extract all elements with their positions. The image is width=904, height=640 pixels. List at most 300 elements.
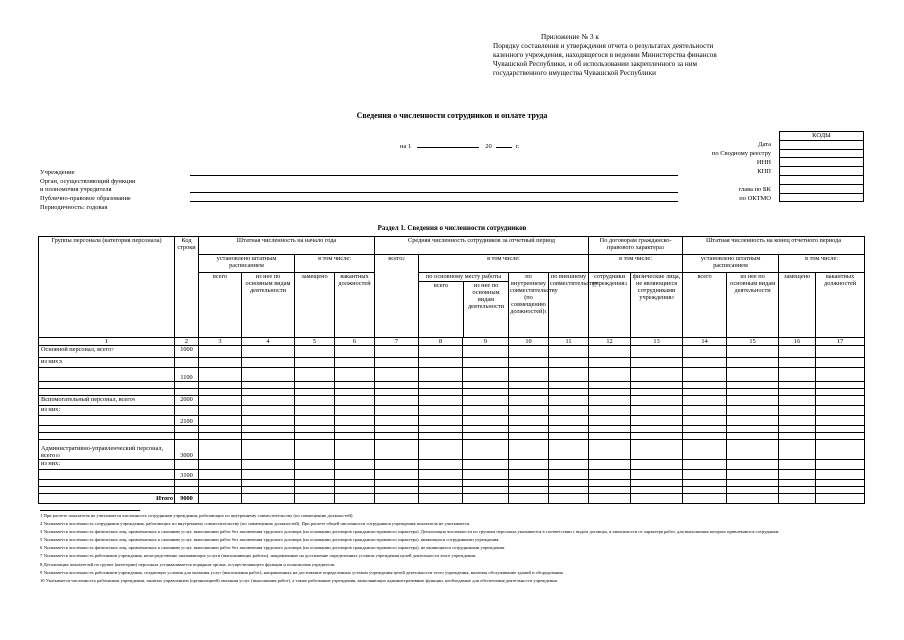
row-label <box>39 487 175 494</box>
value-cell[interactable] <box>375 396 419 406</box>
value-cell[interactable] <box>335 416 375 426</box>
value-cell[interactable] <box>375 382 419 389</box>
value-cell[interactable] <box>549 389 589 396</box>
value-cell[interactable] <box>199 406 242 416</box>
table-row <box>39 460 865 470</box>
value-cell[interactable] <box>242 346 295 358</box>
value-cell[interactable] <box>463 487 509 494</box>
value-cell[interactable] <box>631 494 683 504</box>
value-cell[interactable] <box>589 433 631 440</box>
value-cell[interactable] <box>419 396 463 406</box>
column-number: 1 <box>39 338 175 346</box>
footnote: 3 Указывается численность физических лиц, привлекаемых к оказанию услуг, выполнению работ без заключения трудового договора (на основании договоров гражданско-правового характера). Детализация численности по группам персонала указывается в соответствии с видом договора, в зависимости от характера работ, для выполнения которых привлекаются сотрудники. <box>40 529 780 535</box>
value-cell[interactable] <box>589 406 631 416</box>
value-cell[interactable] <box>589 396 631 406</box>
value-cell[interactable] <box>463 382 509 389</box>
value-cell[interactable] <box>589 358 631 368</box>
code-cell-oktmo[interactable] <box>780 193 864 202</box>
value-cell[interactable] <box>295 440 335 460</box>
value-cell[interactable] <box>816 433 865 440</box>
value-cell[interactable] <box>683 470 727 480</box>
value-cell[interactable] <box>631 382 683 389</box>
value-cell[interactable] <box>549 480 589 487</box>
value-cell[interactable] <box>419 460 463 470</box>
value-cell[interactable] <box>242 433 295 440</box>
value-cell[interactable] <box>463 396 509 406</box>
value-cell[interactable] <box>295 389 335 396</box>
value-cell[interactable] <box>589 440 631 460</box>
value-cell[interactable] <box>683 416 727 426</box>
value-cell[interactable] <box>463 406 509 416</box>
value-cell[interactable] <box>335 470 375 480</box>
value-cell[interactable] <box>816 368 865 382</box>
value-cell[interactable] <box>295 470 335 480</box>
value-cell[interactable] <box>816 358 865 368</box>
value-cell[interactable] <box>779 440 816 460</box>
value-cell[interactable] <box>242 440 295 460</box>
institution-line[interactable] <box>190 175 678 176</box>
value-cell[interactable] <box>242 460 295 470</box>
value-cell[interactable] <box>631 480 683 487</box>
header-end-filled: замещено <box>779 273 816 338</box>
value-cell[interactable] <box>631 487 683 494</box>
value-cell[interactable] <box>683 346 727 358</box>
value-cell[interactable] <box>589 460 631 470</box>
row-code <box>175 460 199 470</box>
value-cell[interactable] <box>335 460 375 470</box>
value-cell[interactable] <box>295 396 335 406</box>
value-cell[interactable] <box>727 406 779 416</box>
value-cell[interactable] <box>295 460 335 470</box>
value-cell[interactable] <box>375 487 419 494</box>
value-cell[interactable] <box>375 433 419 440</box>
value-cell[interactable] <box>589 480 631 487</box>
value-cell[interactable] <box>242 480 295 487</box>
value-cell[interactable] <box>199 433 242 440</box>
value-cell[interactable] <box>419 382 463 389</box>
value-cell[interactable] <box>419 487 463 494</box>
date-blank[interactable] <box>417 141 479 148</box>
value-cell[interactable] <box>779 460 816 470</box>
column-number: 7 <box>375 338 419 346</box>
value-cell[interactable] <box>295 382 335 389</box>
value-cell[interactable] <box>727 368 779 382</box>
value-cell[interactable] <box>375 416 419 426</box>
value-cell[interactable] <box>375 480 419 487</box>
value-cell[interactable] <box>242 494 295 504</box>
value-cell[interactable] <box>419 406 463 416</box>
value-cell[interactable] <box>816 494 865 504</box>
value-cell[interactable] <box>335 358 375 368</box>
value-cell[interactable] <box>463 460 509 470</box>
value-cell[interactable] <box>242 382 295 389</box>
value-cell[interactable] <box>549 358 589 368</box>
value-cell[interactable] <box>549 368 589 382</box>
codes-header: КОДЫ <box>780 132 864 141</box>
value-cell[interactable] <box>816 416 865 426</box>
value-cell[interactable] <box>295 480 335 487</box>
value-cell[interactable] <box>242 389 295 396</box>
value-cell[interactable] <box>199 358 242 368</box>
organ-line[interactable] <box>190 192 678 193</box>
value-cell[interactable] <box>463 494 509 504</box>
value-cell[interactable] <box>589 368 631 382</box>
value-cell[interactable] <box>683 368 727 382</box>
value-cell[interactable] <box>779 480 816 487</box>
value-cell[interactable] <box>549 346 589 358</box>
header-main-place: по основному месту работы <box>419 273 508 282</box>
value-cell[interactable] <box>375 494 419 504</box>
value-cell[interactable] <box>375 368 419 382</box>
table-row <box>39 494 865 504</box>
value-cell[interactable] <box>463 480 509 487</box>
value-cell[interactable] <box>779 396 816 406</box>
value-cell[interactable] <box>549 406 589 416</box>
value-cell[interactable] <box>683 396 727 406</box>
value-cell[interactable] <box>631 346 683 358</box>
value-cell[interactable] <box>549 494 589 504</box>
footnote: 6 Указывается численность физических лиц, привлекаемых к оказанию услуг, выполнению работ без заключения трудового договора (на основании договоров гражданско-правового характера), не являющихся сотрудниками учреждения. <box>40 545 506 551</box>
value-cell[interactable] <box>375 426 419 433</box>
value-cell[interactable] <box>683 358 727 368</box>
code-cell-bk[interactable] <box>780 184 864 193</box>
footnote: 5 Указывается численность физических лиц, привлекаемых к оказанию услуг, выполнению работ без заключения трудового договора (на основании договоров гражданско-правового характера), являющихся сотрудниками учреждения. <box>40 537 500 543</box>
table-row <box>39 406 865 416</box>
value-cell[interactable] <box>631 389 683 396</box>
value-cell[interactable] <box>335 382 375 389</box>
value-cell[interactable] <box>242 358 295 368</box>
value-cell[interactable] <box>683 433 727 440</box>
value-cell[interactable] <box>335 494 375 504</box>
row-label <box>39 346 175 358</box>
row-code: 2100 <box>175 416 199 426</box>
value-cell[interactable] <box>727 358 779 368</box>
value-cell[interactable] <box>727 396 779 406</box>
value-cell[interactable] <box>816 382 865 389</box>
value-cell[interactable] <box>727 389 779 396</box>
value-cell[interactable] <box>727 440 779 460</box>
value-cell[interactable] <box>727 470 779 480</box>
value-cell[interactable] <box>727 480 779 487</box>
value-cell[interactable] <box>242 406 295 416</box>
value-cell[interactable] <box>816 487 865 494</box>
value-cell[interactable] <box>509 396 549 406</box>
value-cell[interactable] <box>549 433 589 440</box>
value-cell[interactable] <box>779 426 816 433</box>
value-cell[interactable] <box>779 487 816 494</box>
value-cell[interactable] <box>242 368 295 382</box>
value-cell[interactable] <box>199 396 242 406</box>
value-cell[interactable] <box>509 440 549 460</box>
value-cell[interactable] <box>509 389 549 396</box>
row-label <box>39 433 175 440</box>
code-label-bk: глава по БК <box>738 186 771 193</box>
value-cell[interactable] <box>509 358 549 368</box>
value-cell[interactable] <box>242 426 295 433</box>
value-cell[interactable] <box>683 389 727 396</box>
value-cell[interactable] <box>589 346 631 358</box>
value-cell[interactable] <box>419 368 463 382</box>
value-cell[interactable] <box>683 460 727 470</box>
value-cell[interactable] <box>295 433 335 440</box>
value-cell[interactable] <box>295 358 335 368</box>
value-cell[interactable] <box>295 406 335 416</box>
value-cell[interactable] <box>683 487 727 494</box>
value-cell[interactable] <box>589 494 631 504</box>
value-cell[interactable] <box>295 416 335 426</box>
value-cell[interactable] <box>335 406 375 416</box>
value-cell[interactable] <box>199 389 242 396</box>
value-cell[interactable] <box>631 433 683 440</box>
value-cell[interactable] <box>375 358 419 368</box>
value-cell[interactable] <box>335 480 375 487</box>
value-cell[interactable] <box>463 440 509 460</box>
value-cell[interactable] <box>816 346 865 358</box>
value-cell[interactable] <box>779 368 816 382</box>
year-blank[interactable] <box>496 141 512 148</box>
value-cell[interactable] <box>295 346 335 358</box>
value-cell[interactable] <box>509 470 549 480</box>
code-label-registry: по Сводному реестру <box>711 150 771 157</box>
code-cell-date[interactable] <box>780 140 864 149</box>
value-cell[interactable] <box>509 480 549 487</box>
value-cell[interactable] <box>779 358 816 368</box>
row-code: 3100 <box>175 470 199 480</box>
value-cell[interactable] <box>631 358 683 368</box>
value-cell[interactable] <box>779 382 816 389</box>
row-code <box>175 382 199 389</box>
value-cell[interactable] <box>463 470 509 480</box>
value-cell[interactable] <box>549 416 589 426</box>
value-cell[interactable] <box>549 440 589 460</box>
value-cell[interactable] <box>509 460 549 470</box>
value-cell[interactable] <box>549 460 589 470</box>
value-cell[interactable] <box>549 426 589 433</box>
value-cell[interactable] <box>375 470 419 480</box>
value-cell[interactable] <box>463 433 509 440</box>
value-cell[interactable] <box>375 346 419 358</box>
value-cell[interactable] <box>419 480 463 487</box>
organ-label-1: Орган, осуществляющий функции <box>40 178 136 185</box>
public-entity-label: Публично-правовое образование <box>40 195 131 202</box>
value-cell[interactable] <box>509 346 549 358</box>
header-average: Средняя численность сотрудников за отчетный период <box>375 237 589 255</box>
value-cell[interactable] <box>727 494 779 504</box>
value-cell[interactable] <box>631 426 683 433</box>
value-cell[interactable] <box>295 426 335 433</box>
table-row <box>39 389 865 396</box>
value-cell[interactable] <box>509 368 549 382</box>
footnote-ref: 9 <box>132 397 136 402</box>
value-cell[interactable] <box>683 494 727 504</box>
header-groups: Группы персонала (категория персонала) <box>39 237 175 338</box>
value-cell[interactable] <box>419 470 463 480</box>
value-cell[interactable] <box>335 433 375 440</box>
table-row <box>39 358 865 368</box>
value-cell[interactable] <box>199 416 242 426</box>
value-cell[interactable] <box>779 433 816 440</box>
value-cell[interactable] <box>375 389 419 396</box>
value-cell[interactable] <box>199 494 242 504</box>
value-cell[interactable] <box>631 440 683 460</box>
value-cell[interactable] <box>549 487 589 494</box>
row-label <box>39 470 175 480</box>
value-cell[interactable] <box>683 480 727 487</box>
value-cell[interactable] <box>335 346 375 358</box>
value-cell[interactable] <box>199 368 242 382</box>
value-cell[interactable] <box>779 346 816 358</box>
value-cell[interactable] <box>549 470 589 480</box>
value-cell[interactable] <box>242 416 295 426</box>
value-cell[interactable] <box>816 460 865 470</box>
value-cell[interactable] <box>816 440 865 460</box>
value-cell[interactable] <box>375 440 419 460</box>
value-cell[interactable] <box>463 346 509 358</box>
value-cell[interactable] <box>683 406 727 416</box>
code-cell-inn[interactable] <box>780 158 864 167</box>
value-cell[interactable] <box>419 433 463 440</box>
code-cell-empty[interactable] <box>780 175 864 184</box>
value-cell[interactable] <box>727 382 779 389</box>
value-cell[interactable] <box>463 368 509 382</box>
value-cell[interactable] <box>509 416 549 426</box>
value-cell[interactable] <box>816 480 865 487</box>
row-label <box>39 368 175 382</box>
value-cell[interactable] <box>631 460 683 470</box>
value-cell[interactable] <box>509 433 549 440</box>
value-cell[interactable] <box>727 416 779 426</box>
value-cell[interactable] <box>375 406 419 416</box>
value-cell[interactable] <box>199 470 242 480</box>
value-cell[interactable] <box>199 426 242 433</box>
value-cell[interactable] <box>631 416 683 426</box>
value-cell[interactable] <box>816 406 865 416</box>
header-established-end: установлено штатным расписанием <box>683 255 779 273</box>
value-cell[interactable] <box>549 396 589 406</box>
value-cell[interactable] <box>419 426 463 433</box>
value-cell[interactable] <box>631 406 683 416</box>
value-cell[interactable] <box>509 494 549 504</box>
value-cell[interactable] <box>683 440 727 460</box>
row-label-text: Вспомогательный персонал, всего <box>41 396 133 403</box>
row-label <box>39 494 175 504</box>
code-cell-kpp[interactable] <box>780 167 864 176</box>
value-cell[interactable] <box>419 358 463 368</box>
row-code <box>175 433 199 440</box>
value-cell[interactable] <box>816 389 865 396</box>
value-cell[interactable] <box>683 382 727 389</box>
value-cell[interactable] <box>242 470 295 480</box>
value-cell[interactable] <box>589 389 631 396</box>
value-cell[interactable] <box>589 416 631 426</box>
header-main-of-main: из нее по основным видам деятельности <box>467 282 505 310</box>
value-cell[interactable] <box>335 396 375 406</box>
value-cell[interactable] <box>199 346 242 358</box>
value-cell[interactable] <box>199 480 242 487</box>
value-cell[interactable] <box>589 487 631 494</box>
value-cell[interactable] <box>816 396 865 406</box>
value-cell[interactable] <box>199 440 242 460</box>
header-staff-start: Штатная численность на начало года <box>199 237 375 255</box>
value-cell[interactable] <box>295 368 335 382</box>
value-cell[interactable] <box>589 382 631 389</box>
value-cell[interactable] <box>419 494 463 504</box>
value-cell[interactable] <box>727 487 779 494</box>
value-cell[interactable] <box>199 487 242 494</box>
value-cell[interactable] <box>683 426 727 433</box>
value-cell[interactable] <box>549 382 589 389</box>
value-cell[interactable] <box>335 368 375 382</box>
value-cell[interactable] <box>295 494 335 504</box>
value-cell[interactable] <box>463 416 509 426</box>
appendix-line: Чувашской Республики, и об использовании закрепленного за ним <box>493 60 698 68</box>
value-cell[interactable] <box>242 487 295 494</box>
value-cell[interactable] <box>779 470 816 480</box>
code-label-oktmo: по ОКТМО <box>739 195 771 202</box>
value-cell[interactable] <box>335 487 375 494</box>
value-cell[interactable] <box>419 346 463 358</box>
value-cell[interactable] <box>816 470 865 480</box>
value-cell[interactable] <box>419 416 463 426</box>
value-cell[interactable] <box>335 426 375 433</box>
code-cell-registry[interactable] <box>780 149 864 158</box>
value-cell[interactable] <box>242 396 295 406</box>
value-cell[interactable] <box>509 426 549 433</box>
public-entity-line[interactable] <box>190 201 678 202</box>
column-number: 5 <box>295 338 335 346</box>
value-cell[interactable] <box>335 440 375 460</box>
value-cell[interactable] <box>295 487 335 494</box>
value-cell[interactable] <box>509 382 549 389</box>
value-cell[interactable] <box>779 389 816 396</box>
row-label-text: Административно-управленческий персонал, всего <box>41 445 164 459</box>
value-cell[interactable] <box>816 426 865 433</box>
value-cell[interactable] <box>631 470 683 480</box>
value-cell[interactable] <box>419 440 463 460</box>
value-cell[interactable] <box>419 389 463 396</box>
value-cell[interactable] <box>199 382 242 389</box>
value-cell[interactable] <box>779 406 816 416</box>
value-cell[interactable] <box>727 346 779 358</box>
row-label <box>39 416 175 426</box>
row-code: 1100 <box>175 368 199 382</box>
value-cell[interactable] <box>335 389 375 396</box>
value-cell[interactable] <box>509 487 549 494</box>
footnote: 1 При расчете показателя не учитывается численность сотрудников учреждения, работающих по внутреннему совместительству (по совмещению должностей). <box>40 513 354 518</box>
value-cell[interactable] <box>589 470 631 480</box>
footnote: 7 Указывается численность работников учреждения, непосредственно оказывающих услуги (выполняющих работы), направленные на достижение определенных уставом учреждения целей деятельности этого учреждения. <box>40 553 477 559</box>
row-label <box>39 426 175 433</box>
footnote: 2 Указывается численность сотрудников учреждения, работающих по внутреннему совместительству (по совмещению должностей). При расчете общей численности сотрудников учреждения показатель не учитывается. <box>40 521 471 527</box>
value-cell[interactable] <box>727 426 779 433</box>
value-cell[interactable] <box>463 389 509 396</box>
value-cell[interactable] <box>463 426 509 433</box>
value-cell[interactable] <box>631 396 683 406</box>
row-label-text: Итого <box>156 495 173 502</box>
value-cell[interactable] <box>779 494 816 504</box>
value-cell[interactable] <box>589 426 631 433</box>
row-code <box>175 358 199 368</box>
value-cell[interactable] <box>375 460 419 470</box>
value-cell[interactable] <box>199 460 242 470</box>
value-cell[interactable] <box>509 406 549 416</box>
value-cell[interactable] <box>779 416 816 426</box>
value-cell[interactable] <box>631 368 683 382</box>
table-row <box>39 416 865 426</box>
value-cell[interactable] <box>463 358 509 368</box>
value-cell[interactable] <box>727 460 779 470</box>
value-cell[interactable] <box>727 433 779 440</box>
